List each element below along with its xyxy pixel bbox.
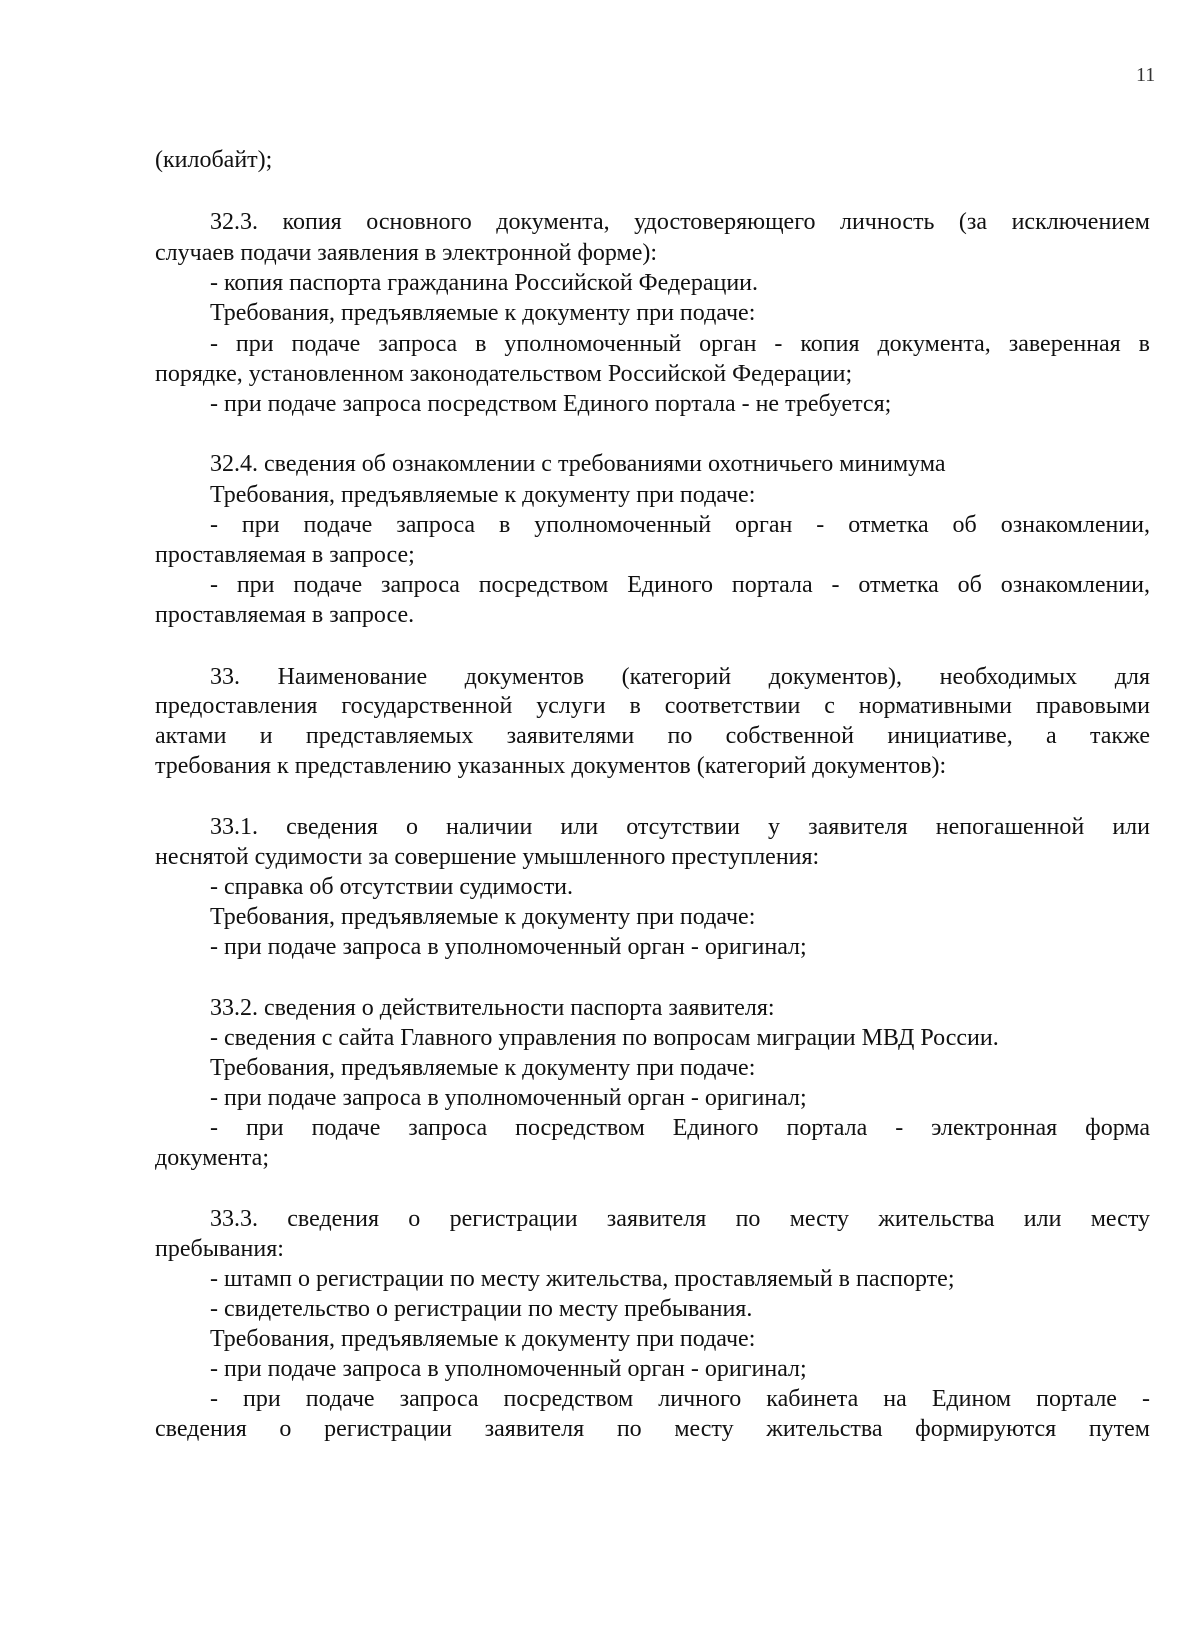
text-line: порядке, установленном законодательством Российской Федерации; [155, 361, 853, 387]
text-line: Требования, предъявляемые к документу при подаче: [210, 1055, 756, 1081]
text-line: - штамп о регистрации по месту жительства, проставляемый в паспорте; [210, 1266, 955, 1292]
text-line: Требования, предъявляемые к документу при подаче: [210, 482, 756, 508]
text-line: (килобайт); [155, 147, 273, 173]
text-line: - при подаче запроса посредством Единого портала - не требуется; [210, 391, 892, 417]
text-line: Требования, предъявляемые к документу при подаче: [210, 300, 756, 326]
text-line: - сведения с сайта Главного управления по вопросам миграции МВД России. [210, 1025, 999, 1051]
text-line: - при подаче запроса в уполномоченный орган - копия документа, заверенная в [210, 331, 1150, 357]
text-line: - копия паспорта гражданина Российской Федерации. [210, 270, 759, 296]
text-line: - при подаче запроса посредством личного кабинета на Едином портале - [210, 1386, 1150, 1412]
text-line: - при подаче запроса в уполномоченный орган - оригинал; [210, 1085, 807, 1111]
text-line: - свидетельство о регистрации по месту пребывания. [210, 1296, 753, 1322]
text-line: случаев подачи заявления в электронной форме): [155, 240, 658, 266]
page-number: 11 [1136, 64, 1156, 86]
text-line: проставляемая в запросе; [155, 542, 415, 568]
text-line: - справка об отсутствии судимости. [210, 874, 574, 900]
text-line: 33.2. сведения о действительности паспорта заявителя: [210, 995, 775, 1021]
text-line: - при подаче запроса посредством Единого портала - отметка об ознакомлении, [210, 572, 1150, 598]
text-line: 32.4. сведения об ознакомлении с требованиями охотничьего минимума [210, 451, 946, 477]
text-line: требования к представлению указанных документов (категорий документов): [155, 753, 947, 779]
text-line: Требования, предъявляемые к документу при подаче: [210, 904, 756, 930]
text-line: документа; [155, 1145, 269, 1171]
text-line: пребывания: [155, 1236, 284, 1262]
text-line: актами и представляемых заявителями по собственной инициативе, а также [155, 723, 1150, 749]
text-line: 33.3. сведения о регистрации заявителя по месту жительства или месту [210, 1206, 1150, 1232]
text-line: - при подаче запроса посредством Единого портала - электронная форма [210, 1115, 1150, 1141]
text-line: 32.3. копия основного документа, удостоверяющего личность (за исключением [210, 209, 1150, 235]
text-line: неснятой судимости за совершение умышленного преступления: [155, 844, 820, 870]
text-line: проставляемая в запросе. [155, 602, 415, 628]
text-line: предоставления государственной услуги в соответствии с нормативными правовыми [155, 693, 1150, 719]
text-line: - при подаче запроса в уполномоченный орган - отметка об ознакомлении, [210, 512, 1150, 538]
text-line: 33. Наименование документов (категорий документов), необходимых для [210, 664, 1150, 690]
text-line: Требования, предъявляемые к документу при подаче: [210, 1326, 756, 1352]
text-line: сведения о регистрации заявителя по месту жительства формируются путем [155, 1416, 1150, 1442]
text-line: 33.1. сведения о наличии или отсутствии у заявителя непогашенной или [210, 814, 1150, 840]
text-line: - при подаче запроса в уполномоченный орган - оригинал; [210, 934, 807, 960]
text-line: - при подаче запроса в уполномоченный орган - оригинал; [210, 1356, 807, 1382]
